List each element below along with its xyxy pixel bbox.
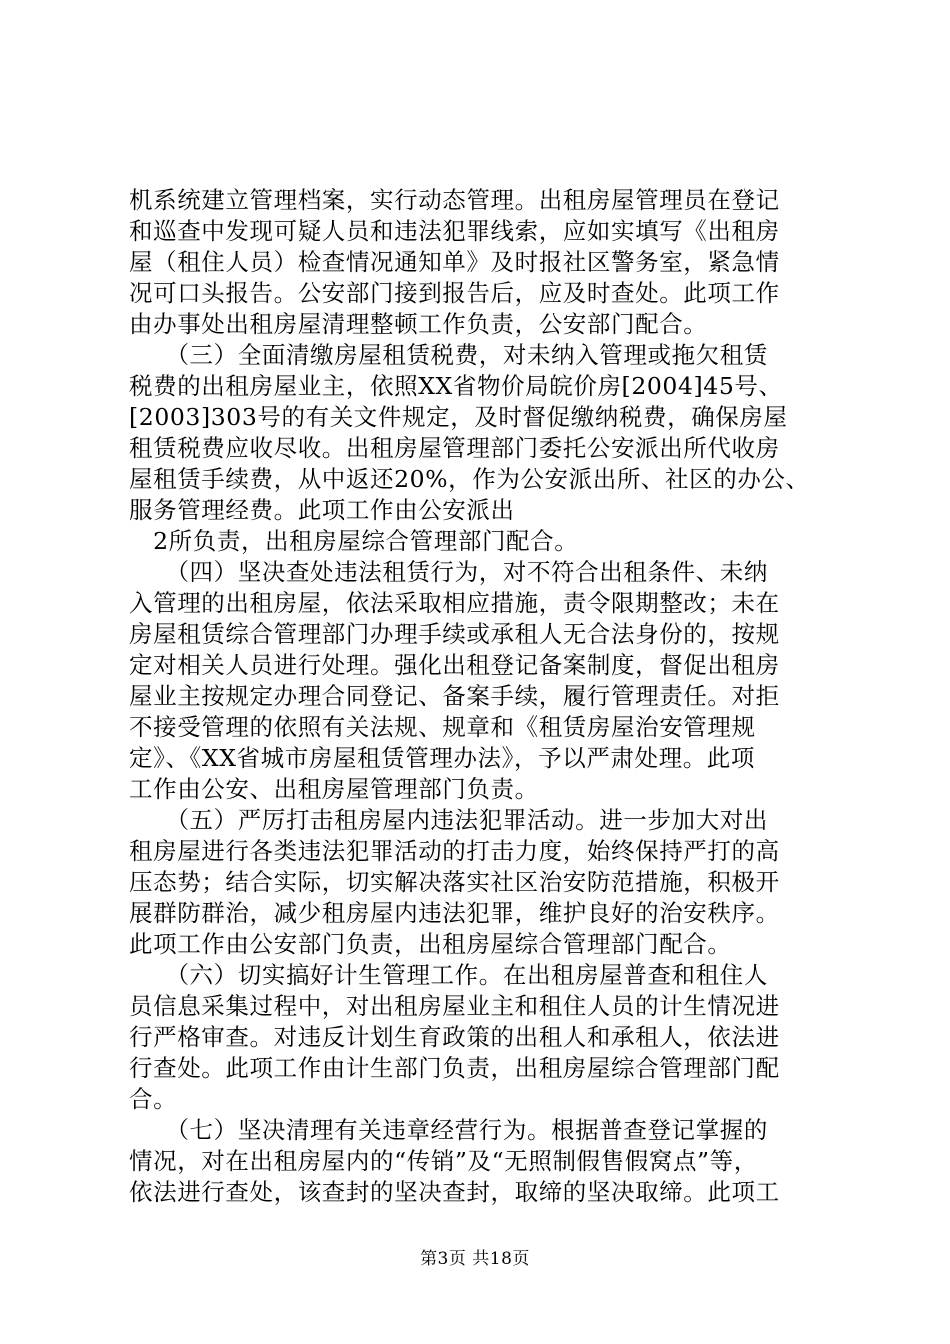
page-number-footer: 第3页 共18页 <box>420 1249 530 1269</box>
text-line-19: 定》、《XX省城市房屋租赁管理办法》，予以严肃处理。此项 <box>129 744 756 772</box>
text-line-16: 定对相关人员进行处理。强化出租登记备案制度，督促出租房 <box>129 651 780 679</box>
text-line-1: 机系统建立管理档案，实行动态管理。出租房屋管理员在登记 <box>129 186 780 214</box>
text-line-29: 行查处。此项工作由计生部门负责，出租房屋综合管理部门配 <box>129 1054 780 1082</box>
text-line-27: 员信息采集过程中，对出租房屋业主和租住人员的计生情况进 <box>129 992 780 1020</box>
text-line-21: （五）严厉打击租房屋内违法犯罪活动。进一步加大对出 <box>129 806 768 834</box>
text-line-7: 税费的出租房屋业主，依照XX省物价局皖价房[2004]45号、 <box>129 372 783 400</box>
text-line-4: 况可口头报告。公安部门接到报告后，应及时查处。此项工作 <box>129 279 780 307</box>
text-line-15: 房屋租赁综合管理部门办理手续或承租人无合法身份的，按规 <box>129 620 780 648</box>
text-line-30: 合。 <box>129 1085 178 1113</box>
text-line-3: 屋（租住人员）检查情况通知单》及时报社区警务室，紧急情 <box>129 248 780 276</box>
text-line-20: 工作由公安、出租房屋管理部门负责。 <box>129 775 539 803</box>
text-line-13: （四）坚决查处违法租赁行为，对不符合出租条件、未纳 <box>129 558 768 586</box>
text-line-6: （三）全面清缴房屋租赁税费，对未纳入管理或拖欠租赁 <box>129 341 768 369</box>
text-line-11: 服务管理经费。此项工作由公安派出 <box>129 496 515 524</box>
text-line-32: 情况，对在出租房屋内的“传销”及“无照制假售假窝点”等， <box>129 1147 758 1175</box>
text-line-18: 不接受管理的依照有关法规、规章和《租赁房屋治安管理规 <box>129 713 756 741</box>
text-line-31: （七）坚决清理有关违章经营行为。根据普查登记掌握的 <box>129 1116 768 1144</box>
text-line-22: 租房屋进行各类违法犯罪活动的打击力度，始终保持严打的高 <box>129 837 780 865</box>
text-line-17: 屋业主按规定办理合同登记、备案手续，履行管理责任。对拒 <box>129 682 780 710</box>
text-line-26: （六）切实搞好计生管理工作。在出租房屋普查和租住人 <box>129 961 768 989</box>
text-line-5: 由办事处出租房屋清理整顿工作负责，公安部门配合。 <box>129 310 708 338</box>
text-line-33: 依法进行查处，该查封的坚决查封，取缔的坚决取缔。此项工 <box>129 1178 780 1206</box>
text-line-9: 租赁税费应收尽收。出租房屋管理部门委托公安派出所代收房 <box>129 434 780 462</box>
text-line-23: 压态势；结合实际，切实解决落实社区治安防范措施，积极开 <box>129 868 780 896</box>
text-line-25: 此项工作由公安部门负责，出租房屋综合管理部门配合。 <box>129 930 732 958</box>
text-line-28: 行严格审查。对违反计划生育政策的出租人和承租人，依法进 <box>129 1023 780 1051</box>
text-line-2: 和巡查中发现可疑人员和违法犯罪线索，应如实填写《出租房 <box>129 217 780 245</box>
text-line-14: 入管理的出租房屋，依法采取相应措施，责令限期整改；未在 <box>129 589 780 617</box>
text-line-12: 2所负责，出租房屋综合管理部门配合。 <box>129 527 579 555</box>
text-line-8: [2003]303号的有关文件规定，及时督促缴纳税费，确保房屋 <box>129 403 788 431</box>
text-line-10: 屋租赁手续费，从中返还20%，作为公安派出所、社区的办公、 <box>129 465 810 493</box>
text-line-24: 展群防群治，减少租房屋内违法犯罪，维护良好的治安秩序。 <box>129 899 780 927</box>
